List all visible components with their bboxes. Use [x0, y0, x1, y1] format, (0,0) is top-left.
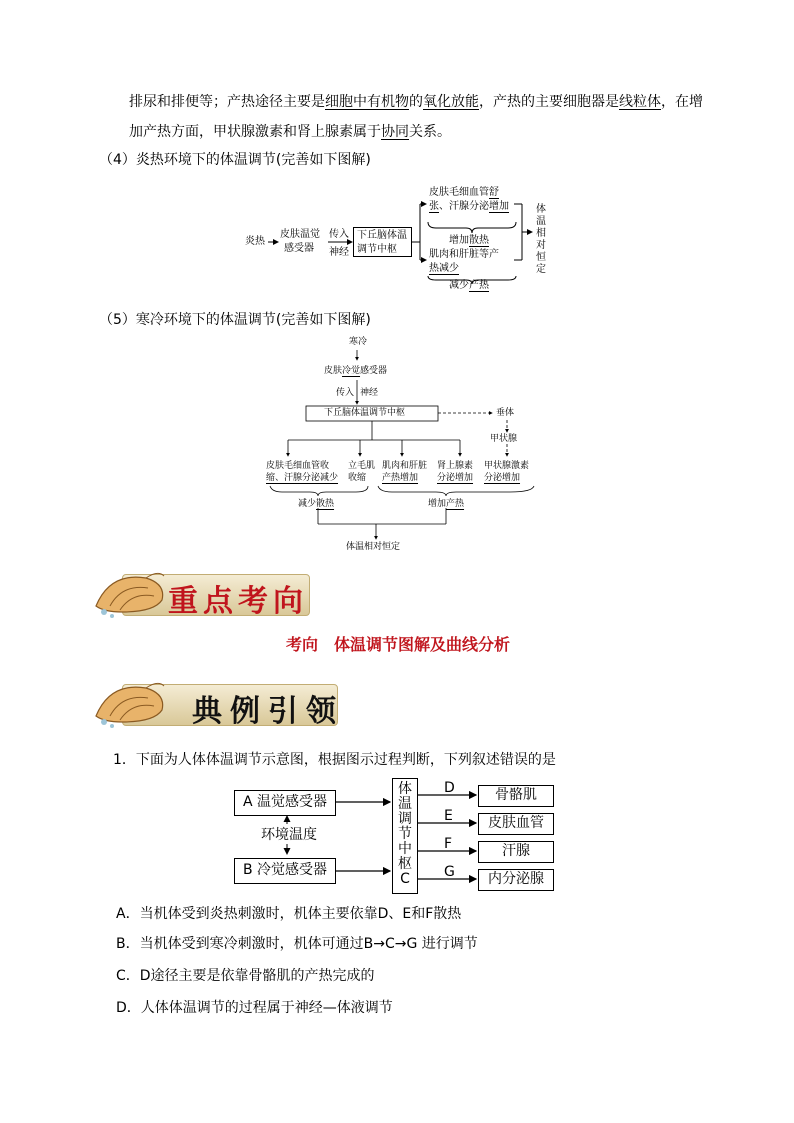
heat-result-char-1: 温: [536, 216, 546, 227]
afferent-nerve-label: [329, 228, 349, 260]
banner-key-directions: [92, 564, 312, 620]
effector-arrector-l2: 收缩: [348, 473, 367, 483]
increase-heat-loss: [449, 234, 489, 248]
afferent-label-cold: 传入: [336, 388, 355, 398]
cold-receptor-box: B 冷觉感受器: [234, 858, 336, 884]
heat-top-effect: [429, 186, 509, 214]
effector-muscle-l2: 产热增加: [382, 473, 419, 483]
center-box-char-2: 调: [398, 811, 412, 827]
heat-result-char-4: 恒: [536, 252, 546, 263]
cold-heat-production-word: 产热: [446, 499, 465, 509]
warm-receptor-line2: 感受器: [284, 243, 314, 254]
sweat-gland-box: 汗腺: [478, 841, 554, 863]
effector-skin: [266, 460, 338, 484]
heat-result-char-5: 定: [536, 264, 546, 275]
path-f-label: F: [444, 836, 453, 852]
heat-center-box: [353, 227, 412, 257]
cold-result: 体温相对恒定: [346, 542, 401, 552]
bottom-effect-line2: 热减少: [429, 263, 459, 274]
heat-diagram: [240, 180, 570, 295]
intro-line1-segment-0: 排尿和排便等；产热途径主要是: [129, 94, 325, 110]
top-effect-d: 、汗腺分泌: [439, 201, 489, 212]
conch-shell-icon: [92, 676, 170, 728]
cold-decrease-word: 减少: [298, 499, 317, 509]
endocrine-gland-box: 内分泌腺: [478, 869, 554, 891]
increase-word: 增加: [449, 235, 469, 246]
heat-production-word: 产热: [469, 280, 489, 291]
effector-muscle-l1: 肌肉和肝脏: [382, 461, 428, 471]
skin-word: 皮肤: [324, 366, 343, 376]
skeletal-muscle-box: 骨骼肌: [478, 785, 554, 807]
top-effect-e: 增加: [489, 201, 509, 212]
cold-increase-word: 增加: [428, 499, 447, 509]
skin-vessel-box: 皮肤血管: [478, 813, 554, 835]
intro-line-2: [129, 122, 451, 142]
effector-thyroxine-l2: 分泌增加: [484, 473, 521, 483]
decrease-heat-loss: [298, 498, 334, 510]
center-box-char-0: 体: [398, 781, 412, 797]
intro-line2-segment-2: 关系。: [409, 124, 451, 140]
center-line2: 调节中枢: [357, 244, 397, 255]
option-d[interactable]: D．人体体温调节的过程属于神经—体液调节: [116, 1000, 393, 1016]
intro-line1-segment-2: 的: [409, 94, 423, 110]
heat-result-char-0: 体: [536, 204, 546, 215]
nerve-label: 神经: [329, 247, 349, 258]
path-g-label: G: [444, 864, 455, 880]
section5-heading: （5）寒冷环境下的体温调节(完善如下图解): [99, 312, 371, 328]
effector-adrenaline-l2: 分泌增加: [437, 473, 474, 483]
question-stem: 1．下面为人体体温调节示意图，根据图示过程判断，下列叙述错误的是: [113, 752, 556, 768]
effector-adrenaline: [437, 460, 473, 484]
intro-line1-segment-3: 氧化放能: [423, 94, 479, 110]
center-box-char-4: 中: [398, 841, 412, 857]
effector-adrenaline-l1: 肾上腺素: [437, 461, 474, 471]
top-effect-b: 舒: [489, 187, 499, 198]
effector-skin-l1: 皮肤毛细血管收: [266, 461, 330, 471]
heat-loss-word: 散热: [469, 235, 489, 246]
cold-sense-word: 冷觉: [342, 366, 361, 376]
effector-thyroxine: [484, 460, 529, 484]
intro-line1-segment-1: 细胞中有机物: [325, 94, 409, 110]
center-box-char-1: 温: [398, 796, 412, 812]
cold-stimulus: 寒冷: [349, 337, 368, 347]
intro-line2-segment-1: 协同: [381, 124, 409, 140]
decrease-heat-production: [449, 279, 489, 293]
regulation-diagram: [232, 778, 558, 896]
banner-example: [92, 674, 342, 730]
heat-result-vertical: [536, 204, 548, 276]
pituitary-label: 垂体: [496, 408, 515, 418]
effector-thyroxine-l1: 甲状腺激素: [484, 461, 530, 471]
center-box-char-6: C: [400, 871, 410, 887]
banner-title-2: 典例引领: [192, 694, 344, 729]
afferent-label: 传入: [329, 229, 349, 240]
nerve-label-cold: 神经: [360, 388, 379, 398]
top-effect-a: 皮肤毛细血管: [429, 187, 489, 198]
intro-line1-segment-6: ，在增: [661, 94, 703, 110]
option-a[interactable]: A．当机体受到炎热刺激时，机体主要依靠D、E和F散热: [116, 906, 462, 922]
section4-heading: （4）炎热环境下的体温调节(完善如下图解): [99, 152, 371, 168]
heat-result-char-2: 相: [536, 228, 546, 239]
option-b[interactable]: B．当机体受到寒冷刺激时，机体可通过B→C→G 进行调节: [116, 936, 478, 952]
center-box: [392, 778, 418, 894]
warm-receptor-line1: 皮肤温觉: [280, 229, 320, 240]
effector-arrector: [348, 460, 375, 484]
heat-result-char-3: 对: [536, 240, 546, 251]
path-d-label: D: [444, 780, 455, 796]
warm-receptor: [280, 228, 320, 256]
center-line1: 下丘脑体温: [357, 230, 407, 241]
banner-title-1: 重点考向: [168, 584, 308, 619]
center-box-char-3: 节: [398, 826, 412, 842]
bottom-effect-line1: 肌肉和肝脏等产: [429, 249, 499, 260]
cold-diagram-lines: [260, 336, 560, 556]
top-effect-c: 张: [429, 201, 439, 212]
option-c[interactable]: C．D途径主要是依靠骨骼肌的产热完成的: [116, 968, 375, 984]
center-box-char-5: 枢: [398, 856, 412, 872]
intro-line1-segment-5: 线粒体: [619, 94, 661, 110]
increase-heat-production: [428, 498, 464, 510]
cold-heat-loss-word: 散热: [316, 499, 335, 509]
env-temp-label: 环境温度: [261, 827, 317, 843]
effector-arrector-l1: 立毛肌: [348, 461, 376, 471]
heat-stimulus: 炎热: [245, 236, 265, 247]
effector-skin-l2: 缩、汗腺分泌减少: [266, 473, 339, 483]
heat-bottom-effect: [429, 248, 499, 276]
intro-line2-segment-0: 加产热方面，甲状腺激素和肾上腺素属于: [129, 124, 381, 140]
warm-receptor-box: A 温觉感受器: [234, 790, 336, 816]
cold-receptor: [324, 365, 387, 377]
focus-title: 考向 体温调节图解及曲线分析: [286, 635, 511, 654]
path-e-label: E: [444, 808, 453, 824]
intro-line1-segment-4: ，产热的主要细胞器是: [479, 94, 619, 110]
cold-diagram: [260, 336, 560, 556]
decrease-word: 减少: [449, 280, 469, 291]
effector-muscle-liver: [382, 460, 427, 484]
conch-shell-icon: [92, 566, 170, 618]
thyroid-label: 甲状腺: [490, 434, 518, 444]
receptor-word: 感受器: [360, 366, 388, 376]
cold-center: 下丘脑体温调节中枢: [324, 408, 406, 418]
intro-line-1: [129, 92, 703, 112]
